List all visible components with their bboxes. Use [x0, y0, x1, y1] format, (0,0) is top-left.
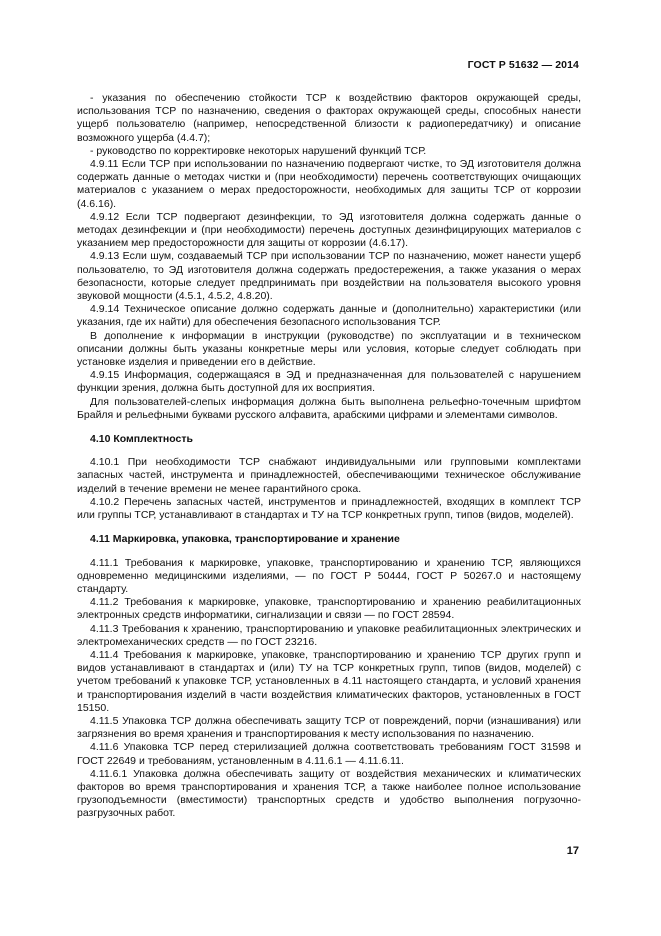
paragraph: - указания по обеспечению стойкости ТСР к воздействию факторов окружающей среды, использования ТСР по назначению, сведения о факторах окружающей среды, способных нанести ущерб пользователю (например, непосредственной близости к радиопередатчику) и описание возможного ущерба (4.4.7); — [77, 92, 581, 144]
paragraph: В дополнение к информации в инструкции (руководстве) по эксплуатации и в техническом описании должны быть указаны конкретные меры или условия, которые следует соблюдать при установке изделия и приведении его в действие. — [77, 329, 581, 369]
document-body — [77, 92, 581, 821]
paragraph: 4.11.4 Требования к маркировке, упаковке, транспортированию и хранению ТСР других групп и видов устанавливают в стандартах и (или) ТУ на ТСР конкретных групп, типов (видов, моделей) с учетом требований к упаковке ТСР, установленных в 4.11 настоящего стандарта, и условий хранения и транспортирования изделий в части воздействия климатических факторов, установленных в ГОСТ 15150. — [77, 648, 581, 714]
paragraph: 4.11.6.1 Упаковка должна обеспечивать защиту от воздействия механических и климатических факторов во время транспортирования и хранения ТСР, а также наиболее полное использование грузоподъемности (вместимости) транспортных средств и удобство выполнения погрузочно-разгрузочных работ. — [77, 767, 581, 820]
paragraph: 4.10.2 Перечень запасных частей, инструментов и принадлежностей, входящих в комплект ТСР или группы ТСР, устанавливают в стандартах и ТУ на ТСР конкретных групп, типов (видов, моделей). — [77, 495, 581, 522]
paragraph: 4.9.14 Техническое описание должно содержать данные и (дополнительно) характеристики (или указания, где их найти) для обеспечения безопасного использования ТСР. — [77, 303, 581, 329]
paragraph: - руководство по корректировке некоторых нарушений функций ТСР. — [90, 144, 427, 157]
paragraph: 4.9.13 Если шум, создаваемый ТСР при использовании ТСР по назначению, может нанести ущерб пользователю, то ЭД изготовителя должна содержать предостережения, а также указания о мерах безопасности, которые следует предпринимать при воздействии на пользователя высокого уровня звуковой мощности (4.5.1, 4.5.2, 4.8.20). — [77, 250, 581, 303]
section-heading-4-10: 4.10 Комплектность — [90, 433, 193, 446]
paragraph: 4.11.6 Упаковка ТСР перед стерилизацией должна соответствовать требованиям ГОСТ 31598 и ГОСТ 22649 и требованиям, установленным в 4.11.6.1 — 4.11.6.11. — [77, 741, 581, 767]
paragraph: 4.11.2 Требования к маркировке, упаковке, транспортированию и хранению реабилитационных электронных средств информатики, сигнализации и связи — по ГОСТ 28594. — [77, 596, 581, 622]
paragraph: 4.9.12 Если ТСР подвергают дезинфекции, то ЭД изготовителя должна содержать данные о методах дезинфекции и (при необходимости) перечень доступных дезинфицирующих материалов с указанием мер предосторожности для защиты от коррозии (4.6.17). — [77, 210, 581, 250]
paragraph: 4.11.5 Упаковка ТСР должна обеспечивать защиту ТСР от повреждений, порчи (изнашивания) или загрязнения во время хранения и транспортирования к месту использования по назначению. — [77, 714, 581, 741]
document-header: ГОСТ Р 51632 — 2014 — [467, 59, 579, 71]
page-number: 17 — [566, 845, 579, 857]
paragraph: 4.9.15 Информация, содержащаяся в ЭД и предназначенная для пользователей с нарушением функции зрения, должна быть доступной для их восприятия. — [77, 369, 581, 395]
paragraph: 4.11.3 Требования к хранению, транспортированию и упаковке реабилитационных электрических и электромеханических средств — по ГОСТ 23216. — [77, 622, 581, 648]
paragraph: 4.9.11 Если ТСР при использовании по назначению подвергают чистке, то ЭД изготовителя должна содержать данные о методах чистки и (при необходимости) перечень соответствующих очищающих материалов с указанием о мерах предосторожности, необходимых для защиты ТСР от коррозии (4.6.16). — [77, 158, 581, 210]
paragraph: 4.11.1 Требования к маркировке, упаковке, транспортированию и хранению ТСР, являющихся одновременно медицинскими изделиями, — по ГОСТ Р 50444, ГОСТ Р 50267.0 и настоящему стандарту. — [77, 556, 581, 595]
section-heading-4-11: 4.11 Маркировка, упаковка, транспортирование и хранение — [90, 533, 400, 546]
paragraph: Для пользователей-слепых информация должна быть выполнена рельефно-точечным шрифтом Брайля и рельефными буквами русского алфавита, арабскими цифрами и элементами символов. — [77, 395, 581, 421]
paragraph: 4.10.1 При необходимости ТСР снабжают индивидуальными или групповыми комплектами запасных частей, инструмента и принадлежностей, обеспечивающими техническое обслуживание изделий в течение времени не менее гарантийного срока. — [77, 456, 581, 495]
